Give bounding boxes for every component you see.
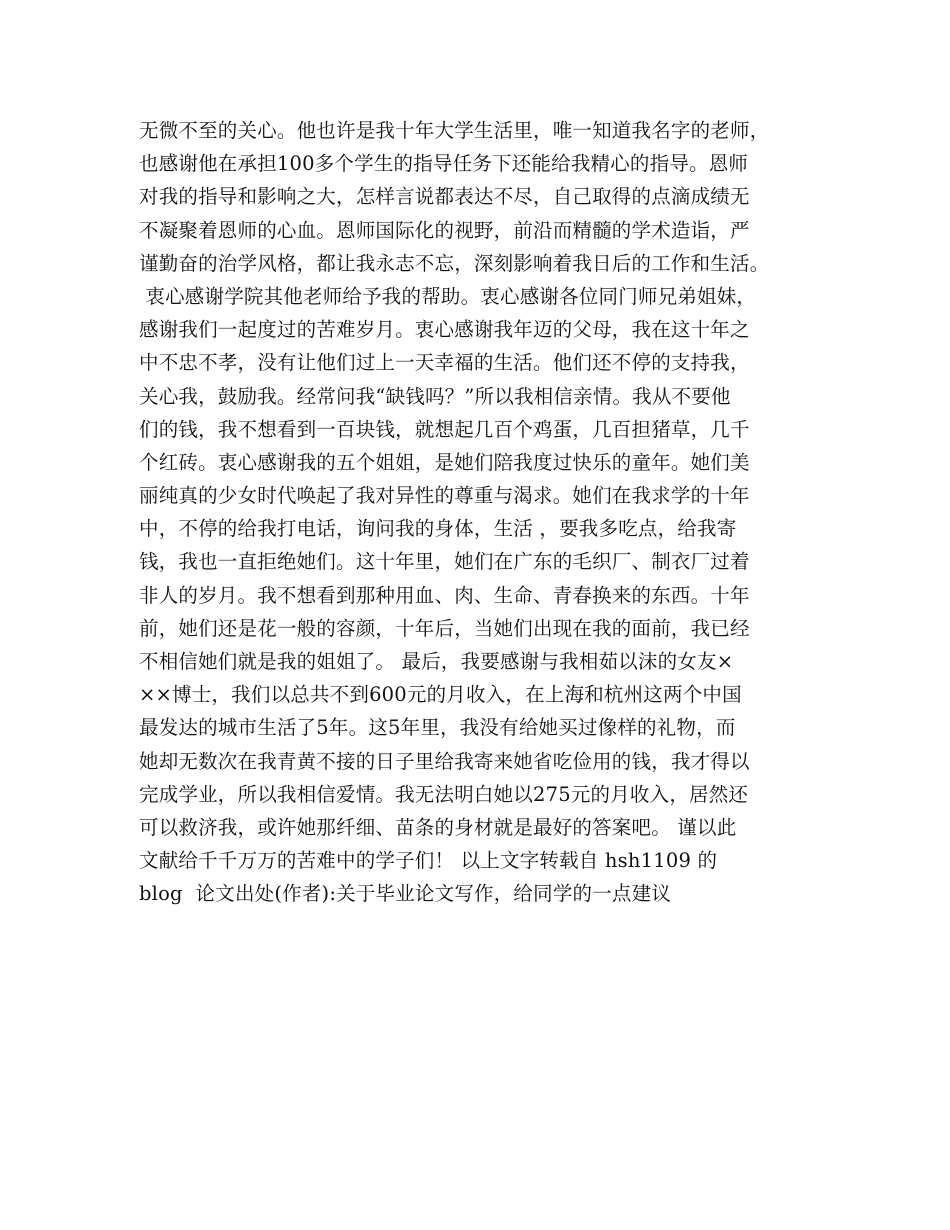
text-line: blog 论文出处(作者):关于毕业论文写作，给同学的一点建议 — [139, 882, 672, 906]
text-line: 们的钱，我不想看到一百块钱，就想起几百个鸡蛋，几百担猪草，几千 — [139, 417, 750, 441]
text-line: 完成学业，所以我相信爱情。我无法明白她以275元的月收入，居然还 — [139, 782, 749, 806]
body-text — [139, 114, 829, 911]
text-line: 谨勤奋的治学风格，都让我永志不忘，深刻影响着我日后的工作和生活。 — [139, 251, 770, 275]
text-line: 感谢我们一起度过的苦难岁月。衷心感谢我年迈的父母，我在这十年之 — [139, 318, 750, 342]
text-line: 不凝聚着恩师的心血。恩师国际化的视野，前沿而精髓的学术造诣，严 — [139, 218, 750, 242]
text-line: 对我的指导和影响之大，怎样言说都表达不尽，自己取得的点滴成绩无 — [139, 185, 750, 209]
text-line: 衷心感谢学院其他老师给予我的帮助。衷心感谢各位同门师兄弟姐妹， — [139, 284, 757, 308]
text-line: 非人的岁月。我不想看到那种用血、肉、生命、青春换来的东西。十年 — [139, 583, 750, 607]
text-line: 文献给千千万万的苦难中的学子们！ 以上文字转载自 hsh1109 的 — [139, 849, 718, 873]
text-line: 她却无数次在我青黄不接的日子里给我寄来她省吃俭用的钱，我才得以 — [139, 749, 750, 773]
text-line: 丽纯真的少女时代唤起了我对异性的尊重与渴求。她们在我求学的十年 — [139, 484, 750, 508]
text-line: 最发达的城市生活了5年。这5年里，我没有给她买过像样的礼物，而 — [139, 716, 736, 740]
text-line: 无微不至的关心。他也许是我十年大学生活里，唯一知道我名字的老师， — [139, 119, 770, 142]
text-line: 中，不停的给我打电话，询问我的身体，生活 ，要我多吃点，给我寄 — [139, 517, 737, 541]
text-line: 中不忠不孝，没有让他们过上一天幸福的生活。他们还不停的支持我， — [139, 351, 750, 375]
text-line: 可以救济我，或许她那纤细、苗条的身材就是最好的答案吧。 谨以此 — [139, 815, 737, 839]
text-line: 前，她们还是花一般的容颜，十年后，当她们出现在我的面前，我已经 — [139, 616, 750, 640]
text-line: 个红砖。衷心感谢我的五个姐姐，是她们陪我度过快乐的童年。她们美 — [139, 450, 750, 474]
text-line: 钱，我也一直拒绝她们。这十年里，她们在广东的毛织厂、制衣厂过着 — [139, 550, 750, 574]
text-line: 不相信她们就是我的姐姐了。 最后，我要感谢与我相茹以沫的女友× — [139, 650, 734, 673]
text-line: 关心我，鼓励我。经常问我“缺钱吗？”所以我相信亲情。我从不要他 — [139, 384, 731, 408]
text-line: ××博士，我们以总共不到600元的月收入，在上海和杭州这两个中国 — [139, 683, 742, 707]
text-line: 也感谢他在承担100多个学生的指导任务下还能给我精心的指导。恩师 — [139, 152, 749, 176]
